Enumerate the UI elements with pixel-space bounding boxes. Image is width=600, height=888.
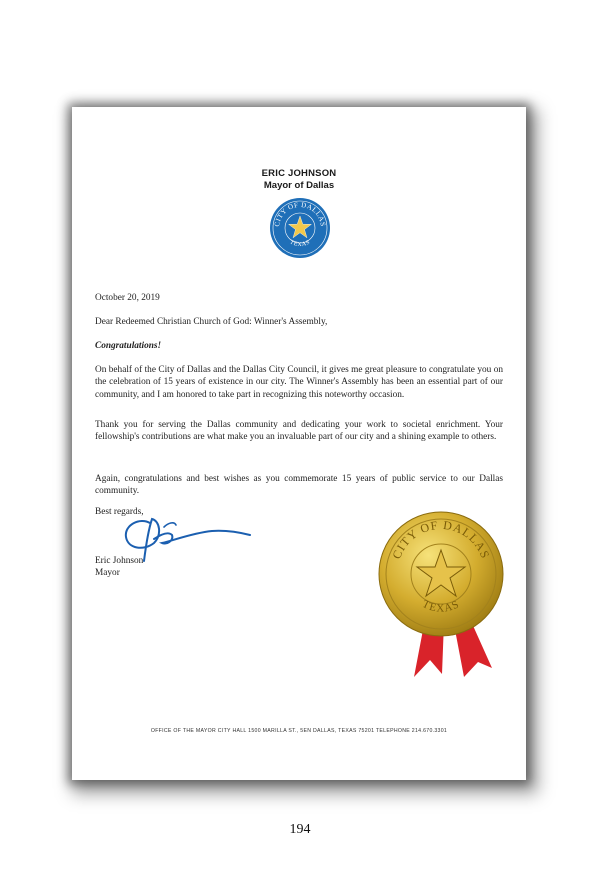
- mayor-title: Mayor of Dallas: [263, 180, 335, 191]
- paragraph-3: Again, congratulations and best wishes as you commemorate 15 years of public service to our Dallas community.: [95, 474, 503, 497]
- gold-seal-bottom-text: TEXAS: [420, 598, 462, 615]
- page-number: 194: [289, 822, 311, 837]
- city-of-dallas-seal-icon: [269, 197, 331, 259]
- mayor-name: ERIC JOHNSON: [261, 168, 337, 179]
- paragraph-1: On behalf of the City of Dallas and the Dallas City Council, it gives me great pleasure to congratulate you on the celebration of 15 years of existence in our city. The Winner's Assembly has been an essential part of our community, and I am honored to take part in recognizing this noteworthy occasion.: [95, 365, 503, 400]
- signer-title: Mayor: [95, 568, 120, 578]
- letter-page: [72, 107, 526, 780]
- paragraph-2: Thank you for serving the Dallas community and dedicating your work to societal enrichment. Your fellowship's contributions are what make you an invaluable part of our city and a shining example to others.: [95, 420, 503, 443]
- closing: Best regards,: [95, 507, 144, 517]
- gold-seal-top-text: CITY OF DALLAS: [389, 517, 493, 561]
- seal-top-text: CITY OF DALLAS: [272, 200, 328, 228]
- salutation: Dear Redeemed Christian Church of God: Winner's Assembly,: [95, 317, 328, 327]
- letter-footer: OFFICE OF THE MAYOR CITY HALL 1500 MARILLA ST., 5EN DALLAS, TEXAS 75201 TELEPHONE 214.670.3301: [150, 728, 448, 734]
- gold-seal-ribbon-icon: [368, 502, 508, 682]
- congratulations-heading: Congratulations!: [95, 341, 162, 351]
- signer-name: Eric Johnson: [95, 556, 144, 566]
- letter-date: October 20, 2019: [95, 293, 160, 303]
- seal-bottom-text: TEXAS: [288, 239, 312, 249]
